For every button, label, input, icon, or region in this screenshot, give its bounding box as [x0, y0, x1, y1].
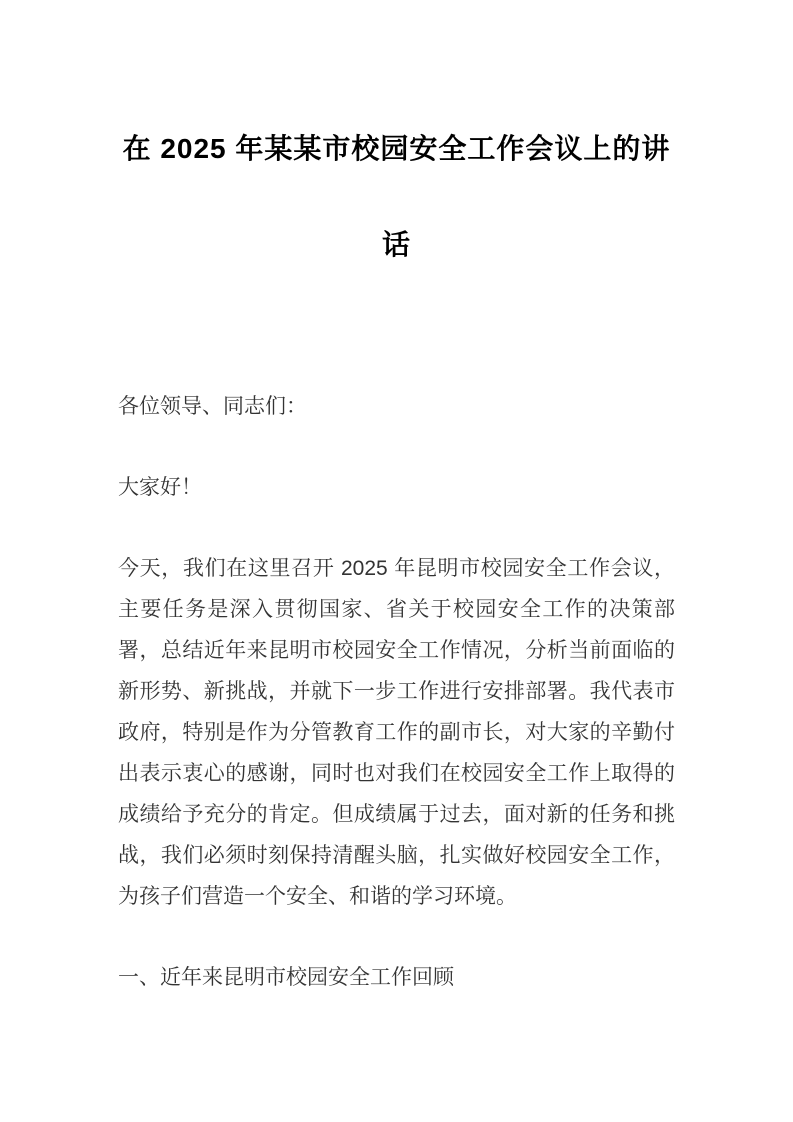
intro-paragraph: 今天，我们在这里召开 2025 年昆明市校园安全工作会议，主要任务是深入贯彻国家、省关于校园安全工作的决策部署，总结近年来昆明市校园安全工作情况，分析当前面临的新形势、新挑战，并就下一步工作进行安排部署。我代表市政府，特别是作为分管教育工作的副市长，对大家的辛勤付出表示衷心的感谢，同时也对我们在校园安全工作上取得的成绩给予充分的肯定。但成绩属于过去，面对新的任务和挑战，我们必须时刻保持清醒头脑，扎实做好校园安全工作，为孩子们营造一个安全、和谐的学习环境。	[118, 557, 675, 908]
section-heading: 一、近年来昆明市校园安全工作回顾	[118, 966, 454, 989]
document-title: 在 2025 年某某市校园安全工作会议上的讲话	[122, 133, 671, 260]
salutation-line: 各位领导、同志们：	[118, 395, 307, 418]
greeting-line: 大家好！	[118, 476, 202, 499]
